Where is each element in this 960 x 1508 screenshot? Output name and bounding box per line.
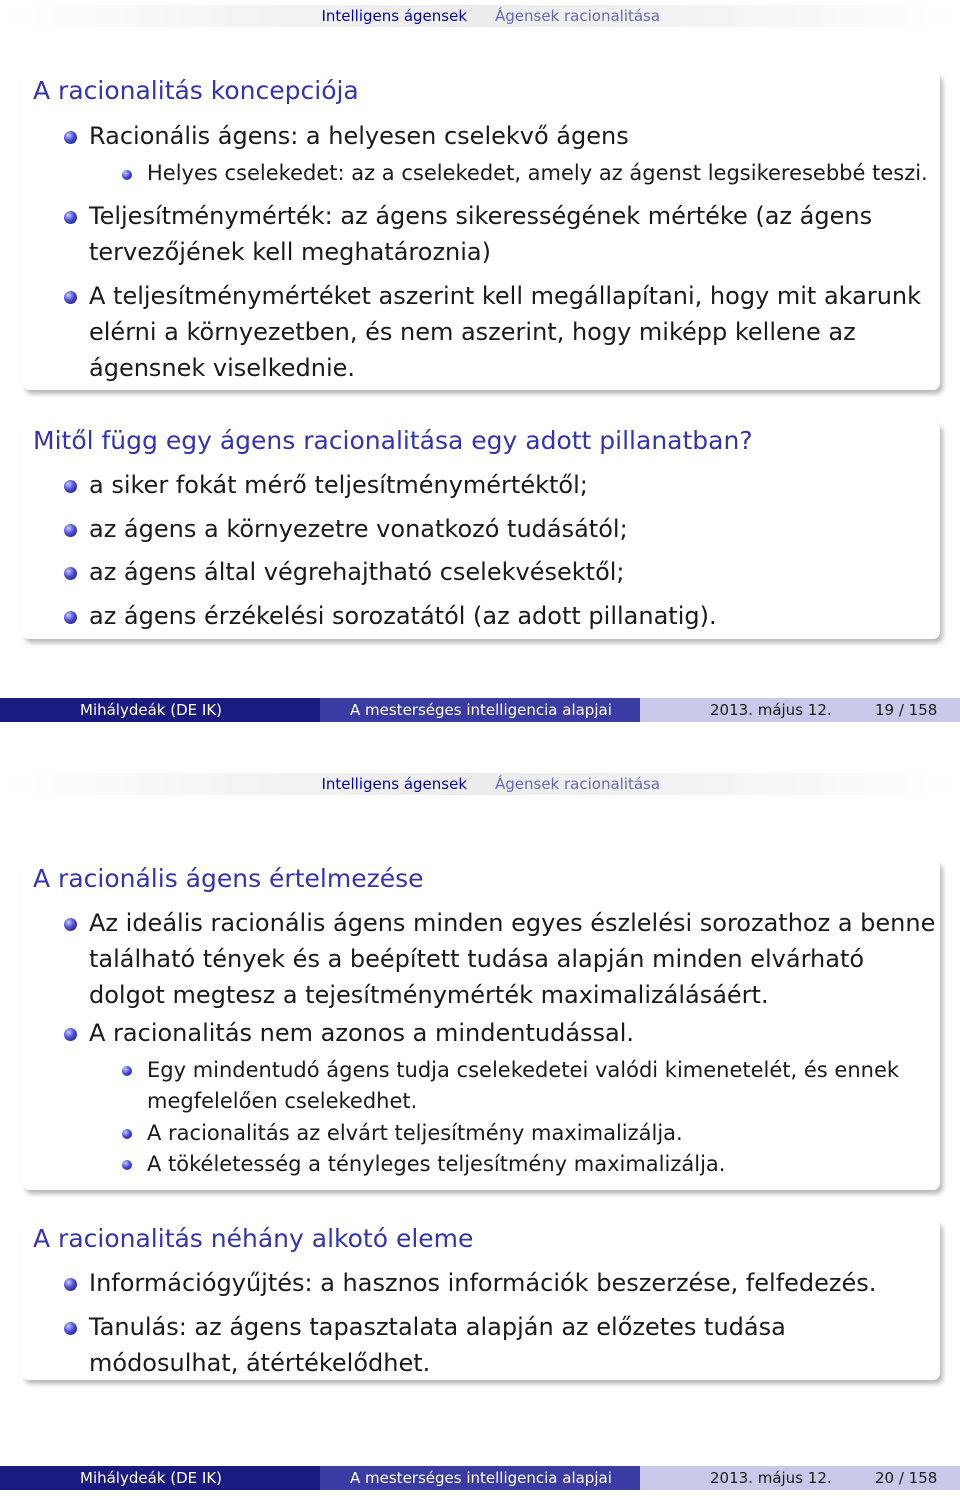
slide-19: [0, 0, 960, 740]
list-item: A racionalitás nem azonos a mindentudással.: [89, 1019, 635, 1047]
sub-bullet-icon: [122, 1160, 132, 1170]
sub-bullet-icon: [122, 170, 132, 180]
list-subitem: A racionalitás az elvárt teljesítmény maximalizálja.: [147, 1121, 683, 1145]
bullet-icon: [64, 131, 77, 144]
nav-section[interactable]: Intelligens ágensek: [321, 775, 467, 793]
footer-course: A mesterséges intelligencia alapjai: [350, 1469, 612, 1487]
block-title: Mitől függ egy ágens racionalitása egy adott pillanatban?: [33, 426, 753, 455]
block-title: A racionális ágens értelmezése: [33, 864, 424, 893]
footer-bar: [0, 698, 960, 722]
bullet-icon: [64, 1322, 77, 1335]
list-item: Az ideális racionális ágens minden egyes észlelési sorozathoz a benne található tények és a beépített tudása alapján minden elvárható dolgot megtesz a tejesítménymérték maximalizálásáért.: [89, 909, 936, 1009]
bullet-icon: [64, 480, 77, 493]
footer-author: Mihálydeák (DE IK): [80, 1469, 223, 1487]
block-concept: [22, 72, 940, 390]
nav-bar: [0, 773, 960, 795]
bullet-icon: [64, 291, 77, 304]
nav-subsection[interactable]: Ágensek racionalitása: [495, 775, 661, 793]
nav-section[interactable]: Intelligens ágensek: [321, 7, 467, 25]
bullet-icon: [64, 211, 77, 224]
list-item: Racionális ágens: a helyesen cselekvő ágens: [89, 122, 629, 150]
list-item: Tanulás: az ágens tapasztalata alapján az előzetes tudása módosulhat, átértékelődhet.: [89, 1313, 786, 1377]
bullet-icon: [64, 524, 77, 537]
block-components: [22, 1220, 940, 1380]
footer-page[interactable]: 20 / 158: [875, 1469, 938, 1487]
footer-author: Mihálydeák (DE IK): [80, 701, 223, 719]
block-interpretation: [22, 860, 940, 1190]
list-subitem: Egy mindentudó ágens tudja cselekedetei valódi kimenetelét, és ennek megfelelően cselekedhet.: [147, 1058, 900, 1113]
bullet-icon: [64, 611, 77, 624]
list-subitem: A tökéletesség a tényleges teljesítmény maximalizálja.: [147, 1152, 726, 1176]
nav-subsection[interactable]: Ágensek racionalitása: [495, 7, 661, 25]
footer-date: 2013. május 12.: [710, 701, 832, 719]
bullet-icon: [64, 1028, 77, 1041]
block-title: A racionalitás koncepciója: [33, 76, 359, 105]
block-depends-on: [22, 422, 940, 639]
list-item: Teljesítménymérték: az ágens sikerességének mértéke (az ágens tervezőjének kell meghatároznia): [89, 202, 873, 266]
list-item: A teljesítménymértéket aszerint kell megállapítani, hogy mit akarunk elérni a környezetben, és nem aszerint, hogy miképp kellene az ágensnek viselkednie.: [89, 282, 922, 382]
slide-20: [0, 768, 960, 1508]
sub-bullet-icon: [122, 1066, 132, 1076]
list-item: az ágens a környezetre vonatkozó tudásától;: [89, 515, 628, 543]
bullet-icon: [64, 918, 77, 931]
bullet-icon: [64, 1278, 77, 1291]
list-item: a siker fokát mérő teljesítménymértéktől;: [89, 471, 588, 499]
block-title: A racionalitás néhány alkotó eleme: [33, 1224, 474, 1253]
sub-bullet-icon: [122, 1129, 132, 1139]
footer-page[interactable]: 19 / 158: [875, 701, 938, 719]
list-subitem: Helyes cselekedet: az a cselekedet, amely az ágenst legsikeresebbé teszi.: [147, 161, 928, 185]
footer-date: 2013. május 12.: [710, 1469, 832, 1487]
list-item: az ágens érzékelési sorozatától (az adott pillanatig).: [89, 602, 717, 630]
footer-course: A mesterséges intelligencia alapjai: [350, 701, 612, 719]
list-item: az ágens által végrehajtható cselekvésektől;: [89, 558, 625, 586]
bullet-icon: [64, 567, 77, 580]
footer-bar: [0, 1466, 960, 1490]
list-item: Információgyűjtés: a hasznos információk beszerzése, felfedezés.: [89, 1269, 877, 1297]
nav-bar: [0, 5, 960, 27]
